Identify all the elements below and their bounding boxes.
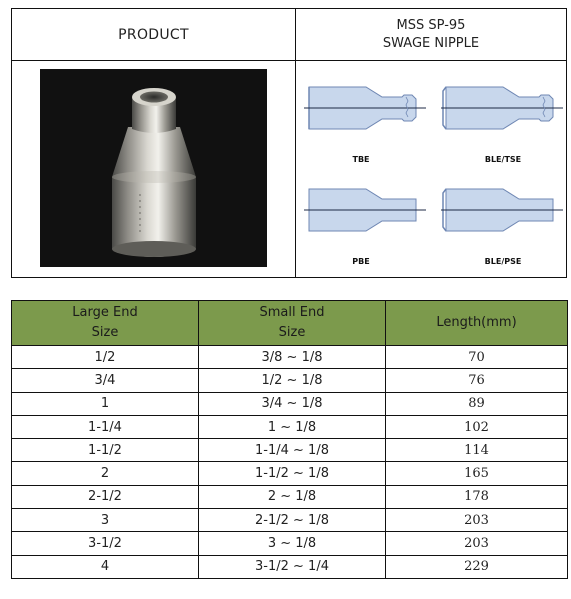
large-end-cell: 3-1/2	[12, 532, 199, 555]
table-row	[12, 392, 568, 415]
end-type-diagrams	[296, 61, 566, 277]
small-end-size-header	[199, 301, 386, 346]
large-end-cell: 2-1/2	[12, 485, 199, 508]
pbe-label: PBE	[352, 257, 370, 266]
small-end-cell: 2-1/2 ~ 1/8	[199, 509, 386, 532]
small-end-cell: 1-1/4 ~ 1/8	[199, 439, 386, 462]
length-cell: 229	[386, 555, 568, 578]
length-header	[386, 301, 568, 346]
large-end-header-line1: Large End	[72, 305, 138, 320]
length-cell: 114	[386, 439, 568, 462]
product-header	[12, 9, 296, 61]
product-box	[11, 8, 567, 278]
large-end-cell: 2	[12, 462, 199, 485]
product-header-label: PRODUCT	[118, 26, 189, 43]
product-type: SWAGE NIPPLE	[382, 35, 480, 51]
length-cell: 76	[386, 369, 568, 392]
standard-name: MSS SP-95	[396, 17, 466, 33]
table-row	[12, 415, 568, 438]
small-end-cell: 3-1/2 ~ 1/4	[199, 555, 386, 578]
large-end-size-header	[12, 301, 199, 346]
table-row	[12, 462, 568, 485]
length-cell: 203	[386, 532, 568, 555]
small-end-cell: 1 ~ 1/8	[199, 415, 386, 438]
length-cell: 165	[386, 462, 568, 485]
small-end-cell: 3/4 ~ 1/8	[199, 392, 386, 415]
large-end-cell: 1/2	[12, 346, 199, 369]
large-end-cell: 4	[12, 555, 199, 578]
small-end-cell: 3 ~ 1/8	[199, 532, 386, 555]
length-cell: 102	[386, 415, 568, 438]
table-row	[12, 485, 568, 508]
length-cell: 89	[386, 392, 568, 415]
table-row	[12, 532, 568, 555]
tbe-label: TBE	[352, 155, 370, 164]
length-header-label: Length(mm)	[436, 315, 517, 330]
table-row	[12, 555, 568, 578]
large-end-cell: 1-1/4	[12, 415, 199, 438]
length-cell: 203	[386, 509, 568, 532]
size-table	[11, 300, 568, 579]
table-row	[12, 369, 568, 392]
small-end-cell: 1-1/2 ~ 1/8	[199, 462, 386, 485]
swage-nipple-photo	[40, 69, 267, 267]
length-cell: 178	[386, 485, 568, 508]
table-header-row	[12, 301, 568, 346]
ble-tse-label: BLE/TSE	[484, 155, 522, 164]
standard-header	[296, 9, 566, 61]
large-end-cell: 1	[12, 392, 199, 415]
ble-pse-label: BLE/PSE	[484, 257, 522, 266]
small-end-header-line1: Small End	[259, 305, 325, 320]
large-end-cell: 3/4	[12, 369, 199, 392]
table-row	[12, 439, 568, 462]
length-cell: 70	[386, 346, 568, 369]
ble-tse-diagram	[441, 79, 563, 139]
large-end-header-line2: Size	[91, 325, 119, 340]
large-end-cell: 3	[12, 509, 199, 532]
table-row	[12, 509, 568, 532]
small-end-cell: 1/2 ~ 1/8	[199, 369, 386, 392]
pbe-diagram	[304, 181, 426, 241]
table-row	[12, 346, 568, 369]
swage-nipple-image	[40, 69, 267, 267]
large-end-cell: 1-1/2	[12, 439, 199, 462]
tbe-diagram	[304, 79, 426, 139]
small-end-cell: 2 ~ 1/8	[199, 485, 386, 508]
small-end-cell: 3/8 ~ 1/8	[199, 346, 386, 369]
small-end-header-line2: Size	[278, 325, 306, 340]
product-photo-cell	[12, 61, 296, 277]
ble-pse-diagram	[441, 181, 563, 241]
